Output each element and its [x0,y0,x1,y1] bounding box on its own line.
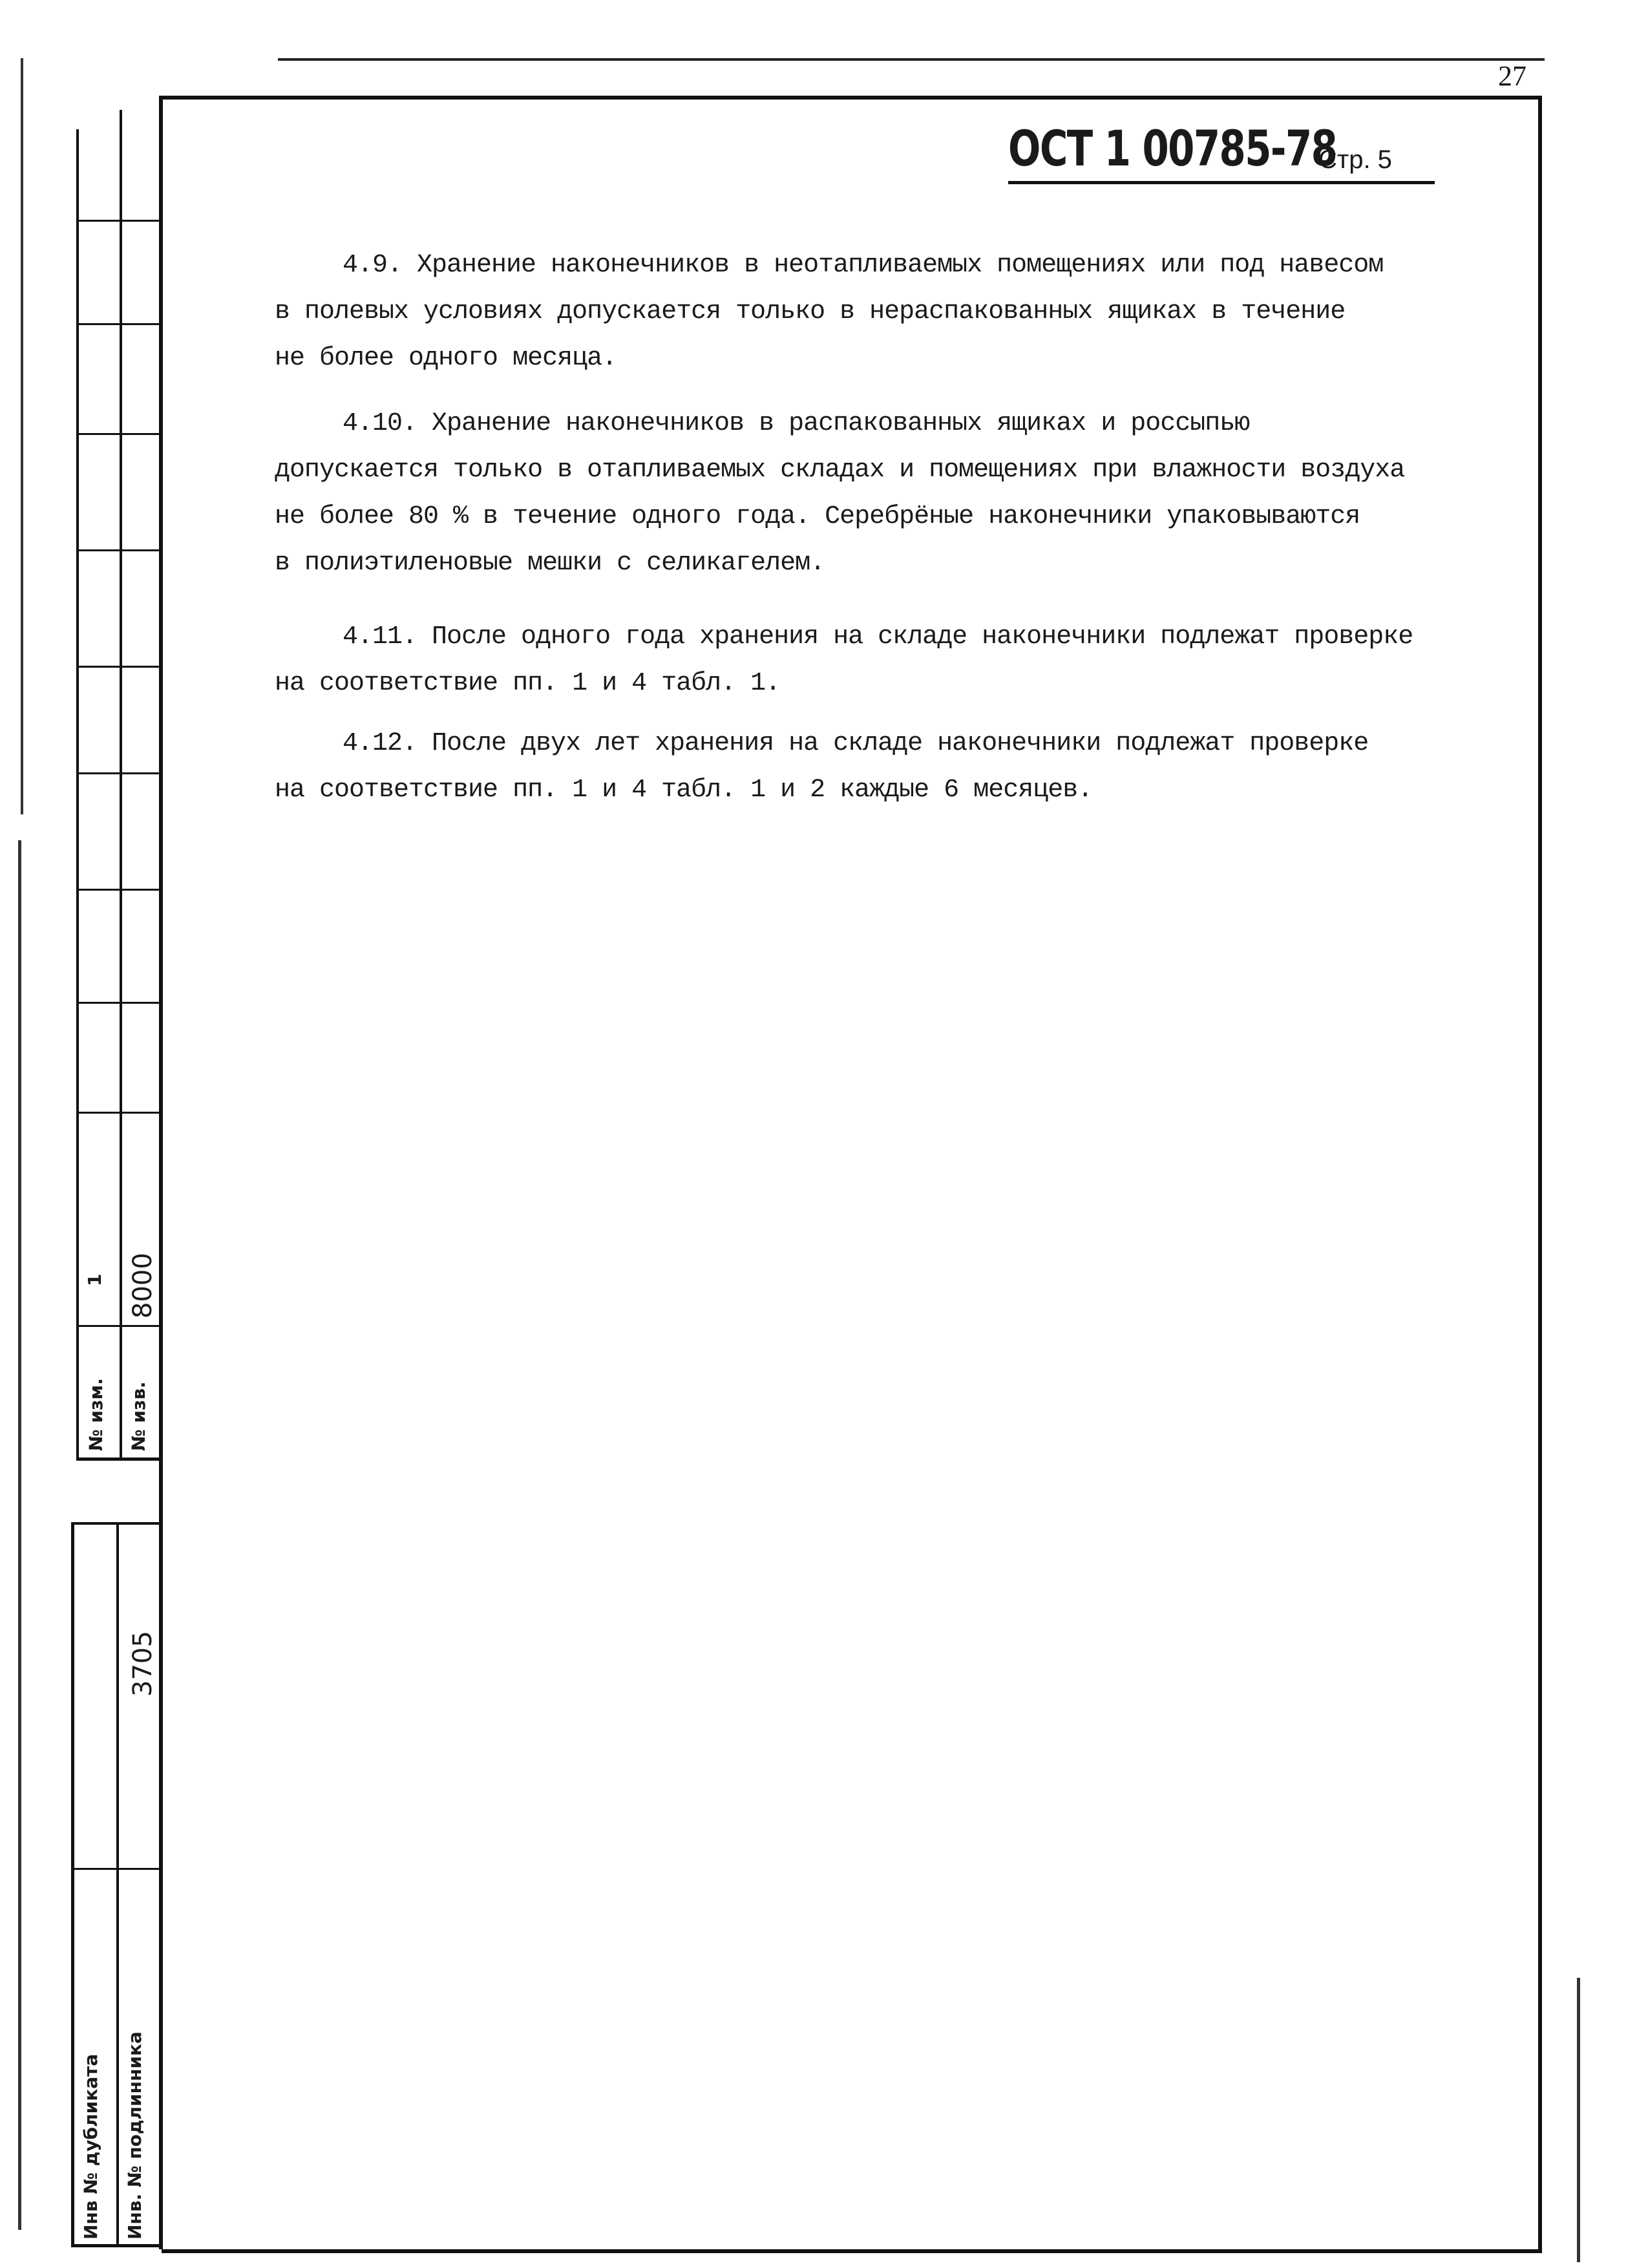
stamp-col-line [120,110,122,1461]
text-line: в полевых условиях допускается только в нераспакованных ящиках в течение [275,297,1346,326]
stamp-row-line [76,1002,162,1004]
text-line: не более 80 % в течение одного года. Серебрёные наконечники упаковываются [275,502,1360,531]
text-line: допускается только в отапливаемых складах и помещениях при влажности воздуха [275,456,1405,485]
text-line: не более одного месяца. [275,344,617,373]
stamp-row-line [76,772,162,774]
text-line: в полиэтиленовые мешки с селикагелем. [275,549,825,578]
stamp-row-line [76,1112,162,1114]
top-border-line [278,58,1545,61]
outer-left-border [21,58,23,814]
stamp-row-line [76,323,162,325]
paragraph-4-9 [275,242,1438,382]
stamp-row-line [71,1522,162,1525]
stamp-row-line [76,1325,162,1327]
notice-number-value: 8000 [128,1253,158,1319]
original-inventory-label: Инв. № подлинника [124,2031,145,2240]
stamp-row-line [76,549,162,551]
outer-right-border [1577,1978,1580,2262]
text-line: 4.10. Хранение наконечников в распакованных ящиках и россыпью [343,409,1250,438]
stamp-row-line [76,889,162,891]
paragraph-4-12 [275,721,1438,814]
paragraph-4-11 [275,614,1438,707]
text-line: 4.9. Хранение наконечников в неотапливаемых помещениях или под навесом [343,251,1384,280]
paragraph-4-10 [275,401,1438,587]
notice-number-label: № изв. [128,1381,149,1451]
stamp-row-line [76,666,162,668]
page-frame-left [159,96,163,2249]
stamp-row-line [76,433,162,435]
stamp-row-line [71,1868,162,1870]
stamp-row-line [76,220,162,222]
sheet-number: 27 [1498,60,1527,92]
stamp-col-line [116,1522,119,2246]
stamp-col-line [71,1522,74,2246]
text-line: на соответствие пп. 1 и 4 табл. 1 и 2 каждые 6 месяцев. [275,776,1093,805]
change-number-label: № изм. [85,1378,107,1451]
duplicate-inventory-label: Инв № дубликата [80,2053,101,2240]
text-line: 4.11. После одного года хранения на складе наконечники подлежат проверке [343,622,1413,652]
text-line: 4.12. После двух лет хранения на складе наконечники подлежат проверке [343,729,1369,758]
outer-left-border-lower [18,840,21,2230]
document-header [1008,120,1435,184]
change-number-value: 1 [84,1273,105,1286]
stamp-row-line [71,2244,162,2247]
stamp-col-line [76,129,79,1461]
text-line: на соответствие пп. 1 и 4 табл. 1. [275,669,781,698]
stamp-row-line [76,1457,162,1461]
original-inventory-value: 3705 [128,1631,158,1697]
document-code: ОСТ 1 00785-78 [1008,120,1337,177]
page-label: Стр. 5 [1318,145,1392,174]
